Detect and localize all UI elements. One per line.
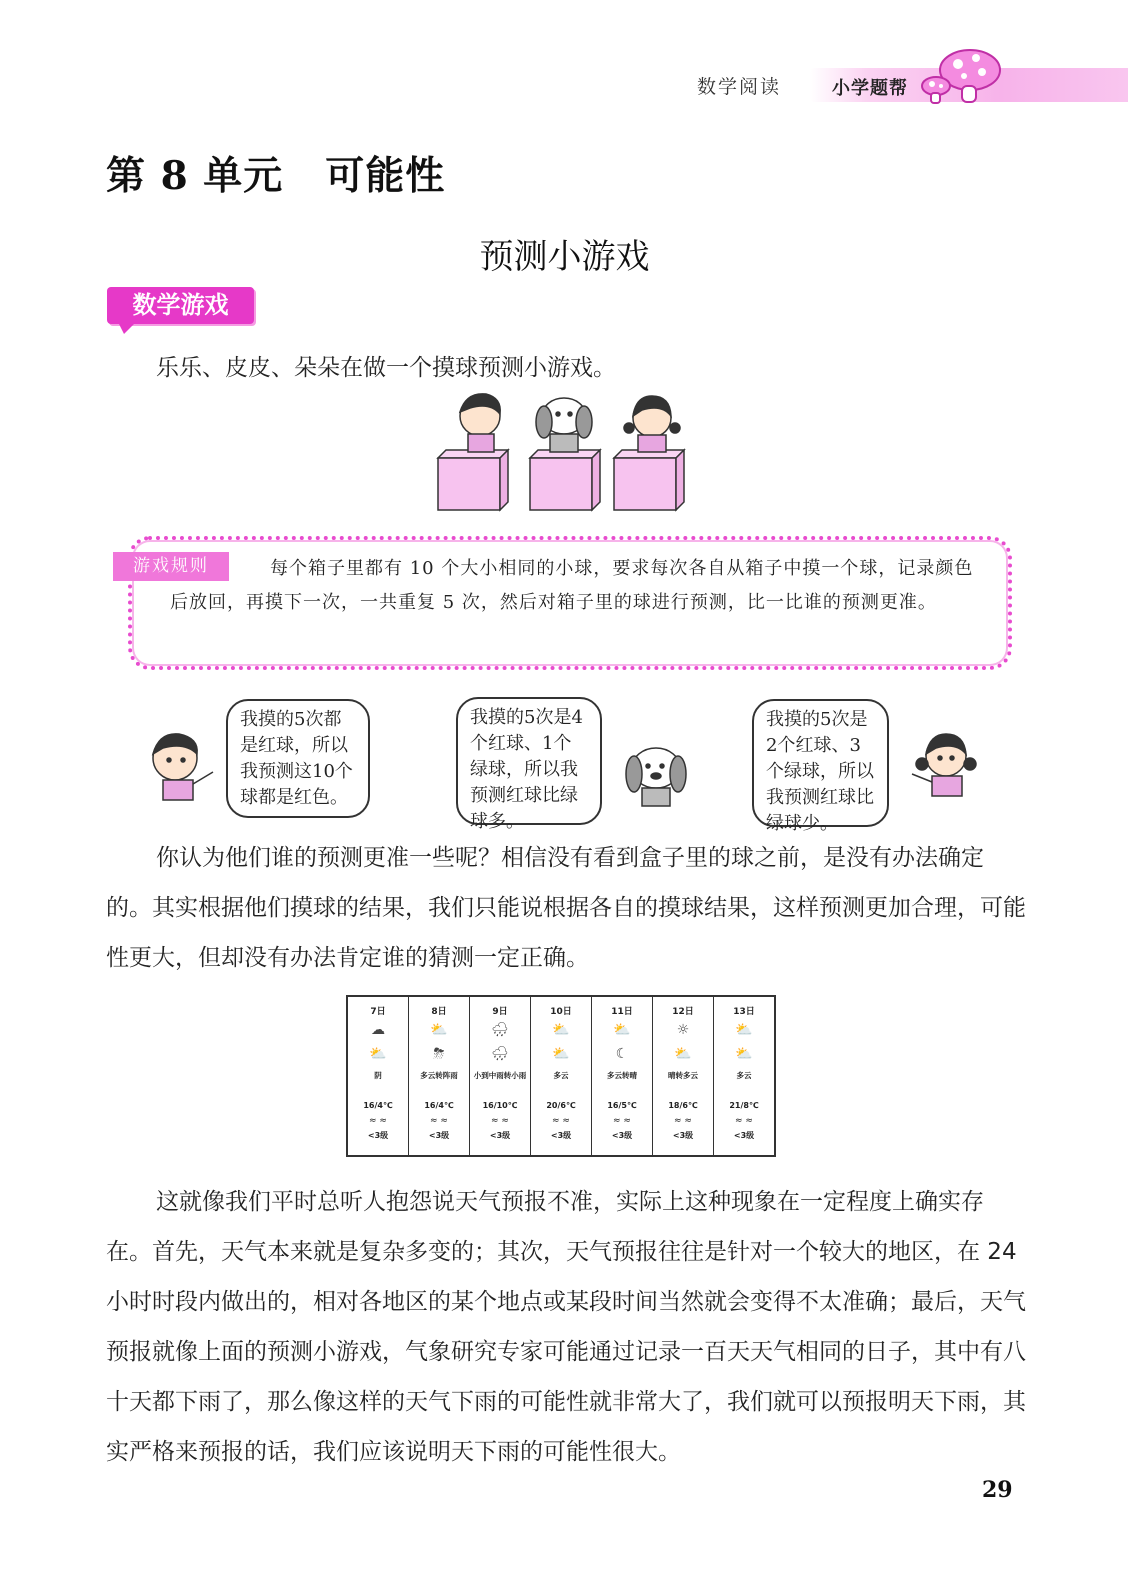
wind-icon: ≈ ≈ <box>613 1116 631 1126</box>
wind-level: <3级 <box>428 1131 450 1140</box>
weather-day-column <box>531 997 592 1155</box>
unit-title <box>106 145 445 201</box>
paragraph-explanation: 你认为他们谁的预测更准一些呢？相信没有看到盒子里的球之前，是没有办法确定的。其实根据他们摸球的结果，我们只能说根据各自的摸球结果，这样预测更加合理，可能性更大，但却没有办法肯定谁的猜测一定正确。 <box>106 845 1026 971</box>
weather-temperature: 16/4℃ <box>424 1101 454 1110</box>
math-game-tag: 数学游戏 <box>107 287 254 324</box>
weather-night-icon: ⛅ <box>369 1046 387 1062</box>
header-series-title: 小学题帮 <box>832 78 908 99</box>
wind-level: <3级 <box>733 1131 755 1140</box>
weather-day-column <box>653 997 714 1155</box>
intro-text: 乐乐、皮皮、朵朵在做一个摸球预测小游戏。 <box>156 355 616 381</box>
weather-day-icon: ☼ <box>676 1022 690 1038</box>
wind-icon: ≈ ≈ <box>491 1116 509 1126</box>
tag-tail <box>118 322 138 336</box>
header-book-title: 数学阅读 <box>697 76 782 98</box>
game-rules-tag: 游戏规则 <box>113 552 229 581</box>
weather-temperature: 21/8℃ <box>729 1101 759 1110</box>
weather-description: 多云转阵雨 <box>420 1071 458 1080</box>
weather-day-column <box>348 997 409 1155</box>
wind-level: <3级 <box>672 1131 694 1140</box>
wind-icon: ≈ ≈ <box>369 1116 387 1126</box>
weather-description: 小到中雨转小雨 <box>473 1071 527 1080</box>
weather-night-icon: 🌧 <box>491 1046 509 1062</box>
weather-day-column <box>592 997 653 1155</box>
weather-temperature: 16/4℃ <box>363 1101 393 1110</box>
game-rules-text: 每个箱子里都有 10 个大小相同的小球，要求每次各自从箱子中摸一个球，记录颜色后放回，再摸下一次，一共重复 5 次，然后对箱子里的球进行预测，比一比谁的预测更准。 <box>170 558 974 613</box>
weather-date: 12日 <box>672 1007 694 1017</box>
unit-number: 第 8 单元 <box>106 153 284 199</box>
weather-description: 晴转多云 <box>668 1071 698 1080</box>
wind-level: <3级 <box>367 1131 389 1140</box>
weather-day-column <box>714 997 774 1155</box>
weather-temperature: 16/10℃ <box>482 1101 518 1110</box>
weather-day-icon: ⛅ <box>613 1022 631 1038</box>
paragraph-weather-forecast: 这就像我们平时总听人抱怨说天气预报不准，实际上这种现象在一定程度上确实存在。首先，天气本来就是复杂多变的；其次，天气预报往往是针对一个较大的地区，在 24 小时时段内做出的，相对各地区的某个地点或某段时间当然就会变得不太准确；最后，天气预报就像上面的预测小游戏，气象研究专家可能通过记录一百天天气相同的日子，其中有八十天都下雨了，那么像这样的天气下雨的可能性就非常大了，我们就可以预报明天下雨，其实严格来预报的话，我们应该说明天下雨的可能性很大。 <box>106 1189 1026 1465</box>
weather-date: 9日 <box>492 1007 508 1017</box>
duoduo-speech-bubble: 我摸的5次是2个红球、3个绿球，所以我预测红球比绿球少。 <box>752 699 889 827</box>
weather-description: 多云 <box>553 1071 569 1080</box>
weather-night-icon: ⛅ <box>735 1046 753 1062</box>
weather-day-column <box>409 997 470 1155</box>
pipi-dog-illustration <box>614 740 696 808</box>
weather-night-icon: ⛈ <box>433 1046 445 1062</box>
weather-date: 8日 <box>431 1007 447 1017</box>
weather-temperature: 18/6℃ <box>668 1101 698 1110</box>
wind-icon: ≈ ≈ <box>674 1116 692 1126</box>
wind-level: <3级 <box>611 1131 633 1140</box>
pipi-speech-bubble: 我摸的5次是4个红球、1个绿球，所以我预测红球比绿球多。 <box>456 697 602 825</box>
duoduo-girl-illustration <box>906 728 986 802</box>
weather-forecast-table <box>346 995 776 1157</box>
section-title: 预测小游戏 <box>479 237 650 277</box>
weather-description: 多云转晴 <box>607 1071 637 1080</box>
wind-icon: ≈ ≈ <box>552 1116 570 1126</box>
lele-boy-illustration <box>143 728 219 802</box>
lele-speech-bubble: 我摸的5次都是红球，所以我预测这10个球都是红色。 <box>226 699 370 818</box>
wind-level: <3级 <box>550 1131 572 1140</box>
wind-icon: ≈ ≈ <box>735 1116 753 1126</box>
weather-date: 11日 <box>611 1007 633 1017</box>
weather-night-icon: ⛅ <box>552 1046 570 1062</box>
weather-night-icon: ☾ <box>615 1046 629 1062</box>
kids-with-boxes-illustration <box>430 388 700 512</box>
weather-date: 10日 <box>550 1007 572 1017</box>
page-number: 29 <box>982 1477 1013 1503</box>
unit-name: 可能性 <box>325 153 446 199</box>
weather-night-icon: ⛅ <box>674 1046 692 1062</box>
weather-date: 7日 <box>370 1007 386 1017</box>
weather-date: 13日 <box>733 1007 755 1017</box>
mushroom-icon <box>918 44 1008 108</box>
weather-description: 多云 <box>736 1071 752 1080</box>
weather-temperature: 20/6℃ <box>546 1101 576 1110</box>
weather-temperature: 16/5℃ <box>607 1101 637 1110</box>
wind-level: <3级 <box>489 1131 511 1140</box>
weather-day-column <box>470 997 531 1155</box>
weather-day-icon: ⛅ <box>430 1022 448 1038</box>
weather-day-icon: 🌧 <box>491 1022 509 1038</box>
weather-day-icon: ☁ <box>371 1022 385 1038</box>
weather-description: 阴 <box>374 1071 382 1080</box>
weather-day-icon: ⛅ <box>735 1022 753 1038</box>
wind-icon: ≈ ≈ <box>430 1116 448 1126</box>
weather-day-icon: ⛅ <box>552 1022 570 1038</box>
